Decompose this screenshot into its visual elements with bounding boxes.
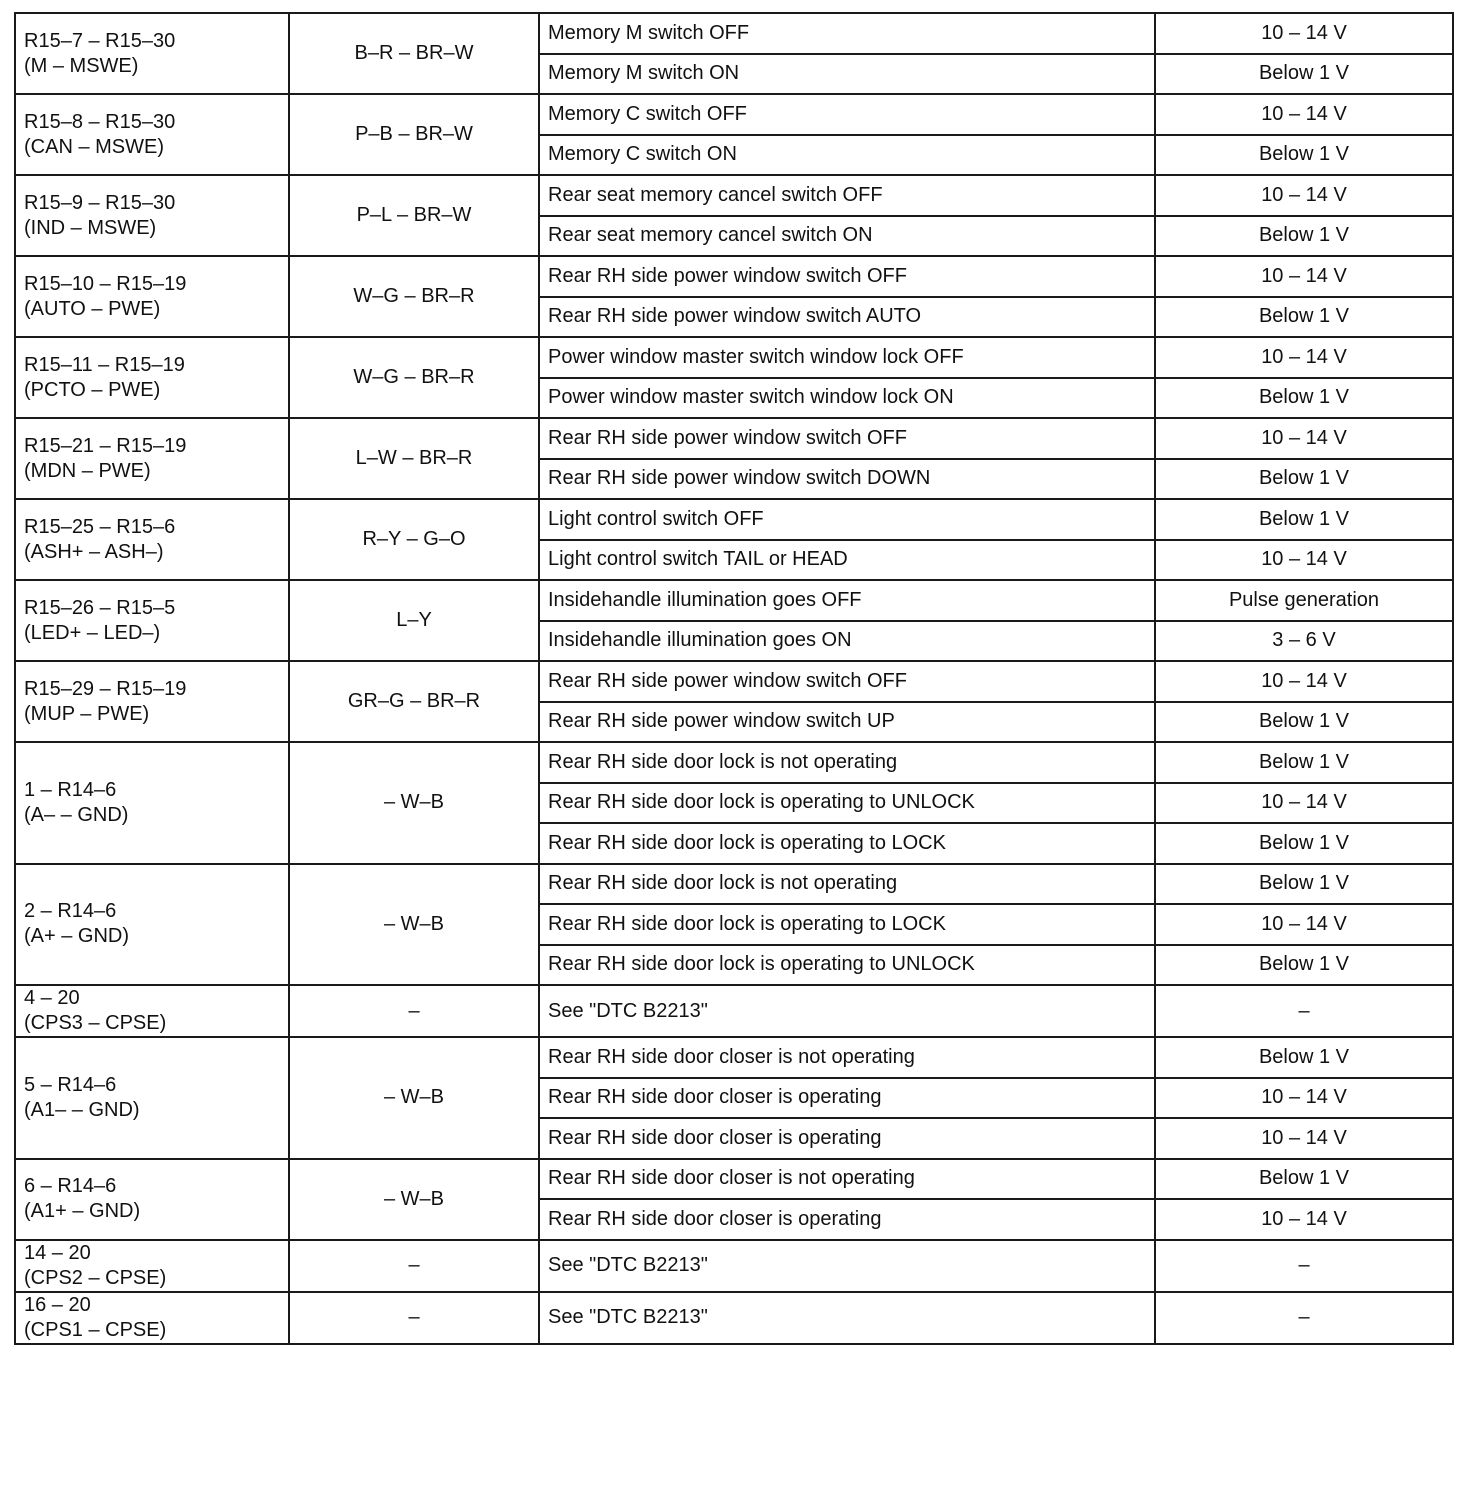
terminal-number: R15–7 – R15–30 <box>24 29 176 52</box>
wiring-color-cell: GR–G – BR–R <box>289 661 539 742</box>
condition-cell: Rear RH side door lock is operating to UNLOCK <box>539 945 1155 986</box>
terminal-symbol: (CAN – MSWE) <box>24 135 164 158</box>
terminal-cell <box>15 985 289 1037</box>
condition-cell: Rear seat memory cancel switch OFF <box>539 175 1155 216</box>
wiring-color-cell: W–G – BR–R <box>289 337 539 418</box>
specified-condition-cell: 10 – 14 V <box>1155 94 1453 135</box>
terminal-number: 5 – R14–6 <box>24 1073 117 1096</box>
condition-cell: Light control switch TAIL or HEAD <box>539 540 1155 581</box>
terminal-number: 16 – 20 <box>24 1293 91 1316</box>
condition-cell: Rear RH side door closer is operating <box>539 1078 1155 1119</box>
wiring-color-cell: – <box>289 1292 539 1344</box>
condition-cell: Insidehandle illumination goes OFF <box>539 580 1155 621</box>
specified-condition-cell: Below 1 V <box>1155 702 1453 743</box>
wiring-color-cell: – W–B <box>289 1037 539 1159</box>
terminal-symbol: (A1– – GND) <box>24 1098 140 1121</box>
terminal-cell <box>15 1037 289 1159</box>
specified-condition-cell: 10 – 14 V <box>1155 13 1453 54</box>
terminal-cell <box>15 13 289 94</box>
terminal-cell <box>15 742 289 864</box>
terminal-symbol: (CPS1 – CPSE) <box>24 1318 167 1341</box>
condition-cell: Rear RH side door lock is operating to LOCK <box>539 904 1155 945</box>
terminal-cell <box>15 94 289 175</box>
terminal-number: R15–9 – R15–30 <box>24 191 176 214</box>
condition-cell: Rear RH side door lock is not operating <box>539 742 1155 783</box>
terminal-cell <box>15 661 289 742</box>
condition-cell: Rear RH side door lock is operating to UNLOCK <box>539 783 1155 824</box>
condition-cell: Memory C switch ON <box>539 135 1155 176</box>
terminal-symbol: (IND – MSWE) <box>24 216 157 239</box>
specified-condition-cell: Below 1 V <box>1155 216 1453 257</box>
wiring-color-cell: – <box>289 985 539 1037</box>
wiring-color-cell: – W–B <box>289 742 539 864</box>
terminal-cell <box>15 1292 289 1344</box>
terminal-cell <box>15 418 289 499</box>
table-row <box>15 337 1453 378</box>
wiring-color-cell: P–B – BR–W <box>289 94 539 175</box>
wiring-color-cell: – W–B <box>289 1159 539 1240</box>
terminal-symbol: (MDN – PWE) <box>24 459 151 482</box>
condition-cell: Rear seat memory cancel switch ON <box>539 216 1155 257</box>
specified-condition-cell: Below 1 V <box>1155 945 1453 986</box>
wiring-color-cell: W–G – BR–R <box>289 256 539 337</box>
condition-cell: See "DTC B2213" <box>539 1240 1155 1292</box>
specified-condition-cell: Below 1 V <box>1155 823 1453 864</box>
condition-cell: Rear RH side power window switch OFF <box>539 661 1155 702</box>
table-row <box>15 94 1453 135</box>
condition-cell: Rear RH side door closer is not operating <box>539 1037 1155 1078</box>
specified-condition-cell: Below 1 V <box>1155 1037 1453 1078</box>
terminal-number: R15–11 – R15–19 <box>24 353 185 376</box>
terminal-cell <box>15 499 289 580</box>
wiring-color-cell: P–L – BR–W <box>289 175 539 256</box>
wiring-color-cell: L–Y <box>289 580 539 661</box>
specified-condition-cell: Below 1 V <box>1155 297 1453 338</box>
terminal-symbol: (A+ – GND) <box>24 925 130 948</box>
specified-condition-cell: Below 1 V <box>1155 864 1453 905</box>
specified-condition-cell: Below 1 V <box>1155 499 1453 540</box>
condition-cell: See "DTC B2213" <box>539 985 1155 1037</box>
specified-condition-cell: Pulse generation <box>1155 580 1453 621</box>
specified-condition-cell: 10 – 14 V <box>1155 418 1453 459</box>
specified-condition-cell: Below 1 V <box>1155 1159 1453 1200</box>
table-row <box>15 1292 1453 1344</box>
wiring-color-cell: L–W – BR–R <box>289 418 539 499</box>
condition-cell: Rear RH side power window switch OFF <box>539 256 1155 297</box>
terminal-cell <box>15 864 289 986</box>
terminal-number: R15–29 – R15–19 <box>24 677 187 700</box>
table-row <box>15 13 1453 54</box>
terminal-spec-sheet <box>14 12 1454 1345</box>
specified-condition-cell: Below 1 V <box>1155 742 1453 783</box>
terminal-symbol: (PCTO – PWE) <box>24 378 161 401</box>
terminal-number: R15–21 – R15–19 <box>24 434 187 457</box>
specified-condition-cell: 10 – 14 V <box>1155 1199 1453 1240</box>
specified-condition-cell: – <box>1155 1292 1453 1344</box>
table-row <box>15 175 1453 216</box>
specified-condition-cell: 3 – 6 V <box>1155 621 1453 662</box>
terminal-symbol: (CPS2 – CPSE) <box>24 1266 167 1289</box>
table-row <box>15 256 1453 297</box>
condition-cell: Rear RH side door closer is operating <box>539 1118 1155 1159</box>
terminal-symbol: (A– – GND) <box>24 803 129 826</box>
table-row <box>15 580 1453 621</box>
table-row <box>15 1159 1453 1200</box>
specified-condition-cell: 10 – 14 V <box>1155 904 1453 945</box>
terminal-number: 2 – R14–6 <box>24 900 117 923</box>
table-row <box>15 661 1453 702</box>
table-row <box>15 1037 1453 1078</box>
table-row <box>15 499 1453 540</box>
condition-cell: Rear RH side door lock is operating to LOCK <box>539 823 1155 864</box>
terminal-symbol: (A1+ – GND) <box>24 1200 141 1222</box>
terminal-number: 4 – 20 <box>24 987 80 1009</box>
terminal-cell <box>15 1240 289 1292</box>
terminal-voltage-table <box>14 12 1454 1345</box>
condition-cell: See "DTC B2213" <box>539 1292 1155 1344</box>
condition-cell: Rear RH side door closer is not operating <box>539 1159 1155 1200</box>
condition-cell: Memory C switch OFF <box>539 94 1155 135</box>
terminal-symbol: (CPS3 – CPSE) <box>24 1012 167 1034</box>
specified-condition-cell: Below 1 V <box>1155 135 1453 176</box>
condition-cell: Rear RH side power window switch UP <box>539 702 1155 743</box>
terminal-number: R15–26 – R15–5 <box>24 596 176 619</box>
terminal-number: R15–10 – R15–19 <box>24 272 187 295</box>
condition-cell: Memory M switch OFF <box>539 13 1155 54</box>
condition-cell: Rear RH side door lock is not operating <box>539 864 1155 905</box>
condition-cell: Rear RH side power window switch DOWN <box>539 459 1155 500</box>
terminal-cell <box>15 580 289 661</box>
terminal-cell <box>15 256 289 337</box>
specified-condition-cell: – <box>1155 985 1453 1037</box>
condition-cell: Rear RH side door closer is operating <box>539 1199 1155 1240</box>
specified-condition-cell: – <box>1155 1240 1453 1292</box>
terminal-number: 1 – R14–6 <box>24 778 117 801</box>
wiring-color-cell: B–R – BR–W <box>289 13 539 94</box>
table-row <box>15 742 1453 783</box>
specified-condition-cell: 10 – 14 V <box>1155 661 1453 702</box>
condition-cell: Rear RH side power window switch OFF <box>539 418 1155 459</box>
terminal-number: R15–8 – R15–30 <box>24 110 176 133</box>
terminal-cell <box>15 175 289 256</box>
terminal-cell <box>15 1159 289 1240</box>
table-row <box>15 985 1453 1037</box>
terminal-symbol: (LED+ – LED–) <box>24 621 161 644</box>
condition-cell: Power window master switch window lock ON <box>539 378 1155 419</box>
terminal-cell <box>15 337 289 418</box>
specified-condition-cell: Below 1 V <box>1155 54 1453 95</box>
terminal-number: R15–25 – R15–6 <box>24 515 176 538</box>
condition-cell: Power window master switch window lock OFF <box>539 337 1155 378</box>
terminal-symbol: (MUP – PWE) <box>24 702 150 725</box>
wiring-color-cell: – W–B <box>289 864 539 986</box>
terminal-number: 6 – R14–6 <box>24 1175 117 1197</box>
table-row <box>15 418 1453 459</box>
specified-condition-cell: 10 – 14 V <box>1155 337 1453 378</box>
specified-condition-cell: 10 – 14 V <box>1155 1078 1453 1119</box>
specified-condition-cell: 10 – 14 V <box>1155 783 1453 824</box>
wiring-color-cell: – <box>289 1240 539 1292</box>
specified-condition-cell: Below 1 V <box>1155 459 1453 500</box>
specified-condition-cell: Below 1 V <box>1155 378 1453 419</box>
table-row <box>15 864 1453 905</box>
terminal-number: 14 – 20 <box>24 1241 91 1264</box>
condition-cell: Rear RH side power window switch AUTO <box>539 297 1155 338</box>
condition-cell: Memory M switch ON <box>539 54 1155 95</box>
wiring-color-cell: R–Y – G–O <box>289 499 539 580</box>
terminal-symbol: (ASH+ – ASH–) <box>24 540 164 563</box>
terminal-symbol: (M – MSWE) <box>24 54 139 77</box>
condition-cell: Light control switch OFF <box>539 499 1155 540</box>
terminal-symbol: (AUTO – PWE) <box>24 297 161 320</box>
specified-condition-cell: 10 – 14 V <box>1155 1118 1453 1159</box>
specified-condition-cell: 10 – 14 V <box>1155 256 1453 297</box>
specified-condition-cell: 10 – 14 V <box>1155 175 1453 216</box>
condition-cell: Insidehandle illumination goes ON <box>539 621 1155 662</box>
specified-condition-cell: 10 – 14 V <box>1155 540 1453 581</box>
table-body <box>15 13 1453 1344</box>
table-row <box>15 1240 1453 1292</box>
